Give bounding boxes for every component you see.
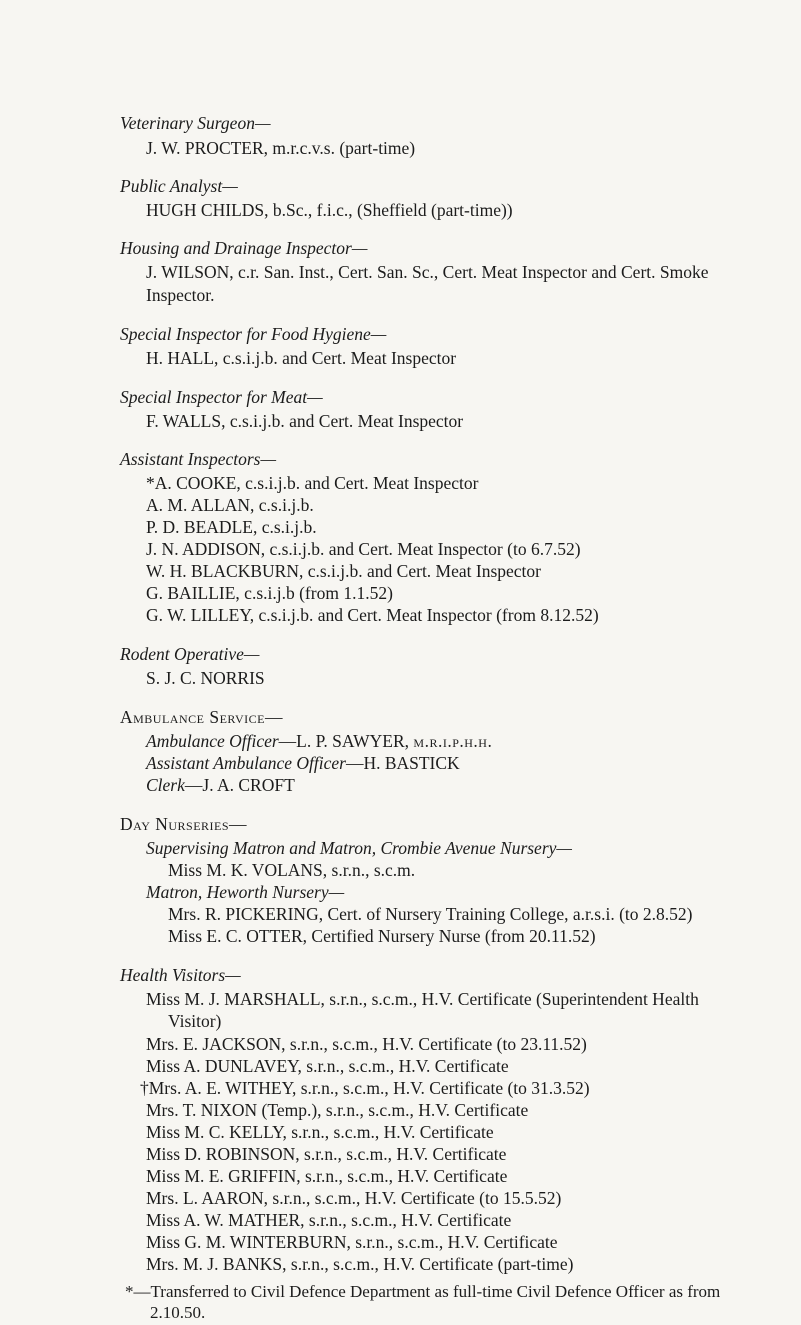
entry-ambulance-officer: Ambulance Officer—L. P. SAWYER, m.r.i.p.h.h. <box>146 731 493 751</box>
entry-procter: J. W. PROCTER, m.r.c.v.s. (part-time) <box>146 138 416 158</box>
entry-addison: J. N. ADDISON, c.s.i.j.b. and Cert. Meat Inspector (to 6.7.52) <box>146 539 581 559</box>
entry-walls: F. WALLS, c.s.i.j.b. and Cert. Meat Inspector <box>146 411 464 431</box>
entry-blackburn: W. H. BLACKBURN, c.s.i.j.b. and Cert. Meat Inspector <box>146 561 541 581</box>
entry-lilley: G. W. LILLEY, c.s.i.j.b. and Cert. Meat Inspector (from 8.12.52) <box>146 605 599 625</box>
entry-allan: A. M. ALLAN, c.s.i.j.b. <box>146 495 314 515</box>
entry-robinson: Miss D. ROBINSON, s.r.n., s.c.m., H.V. Certificate <box>146 1144 507 1164</box>
heading-rodent-operative: Rodent Operative— <box>120 644 260 664</box>
entry-kelly: Miss M. C. KELLY, s.r.n., s.c.m., H.V. Certificate <box>146 1122 494 1142</box>
heading-inspector-meat: Special Inspector for Meat— <box>120 387 323 407</box>
entry-volans: Miss M. K. VOLANS, s.r.n., s.c.m. <box>168 860 416 880</box>
entry-beadle: P. D. BEADLE, c.s.i.j.b. <box>146 517 317 537</box>
entry-marshall-cont: Visitor) <box>168 1011 222 1031</box>
entry-cooke: *A. COOKE, c.s.i.j.b. and Cert. Meat Inspector <box>146 473 479 493</box>
heading-day-nurseries: Day Nurseries— <box>120 814 248 834</box>
heading-ambulance-service: Ambulance Service— <box>120 707 283 727</box>
entry-pickering: Mrs. R. PICKERING, Cert. of Nursery Training College, a.r.s.i. (to 2.8.52) <box>168 904 693 924</box>
entry-wilson: J. WILSON, c.r. San. Inst., Cert. San. Sc., Cert. Meat Inspector and Cert. Smoke <box>146 262 709 282</box>
entry-clerk: Clerk—J. A. CROFT <box>146 775 295 795</box>
heading-food-hygiene: Special Inspector for Food Hygiene— <box>120 324 387 344</box>
entry-mather: Miss A. W. MATHER, s.r.n., s.c.m., H.V. Certificate <box>146 1210 512 1230</box>
footnote-transferred: *—Transferred to Civil Defence Department as full-time Civil Defence Officer as from <box>125 1282 721 1301</box>
entry-baillie: G. BAILLIE, c.s.i.j.b (from 1.1.52) <box>146 583 393 603</box>
entry-banks: Mrs. M. J. BANKS, s.r.n., s.c.m., H.V. Certificate (part-time) <box>146 1254 574 1274</box>
entry-winterburn: Miss G. M. WINTERBURN, s.r.n., s.c.m., H.V. Certificate <box>146 1232 558 1252</box>
entry-griffin: Miss M. E. GRIFFIN, s.r.n., s.c.m., H.V. Certificate <box>146 1166 508 1186</box>
entry-assistant-ambulance-officer: Assistant Ambulance Officer—H. BASTICK <box>146 753 460 773</box>
entry-jackson: Mrs. E. JACKSON, s.r.n., s.c.m., H.V. Certificate (to 23.11.52) <box>146 1034 587 1054</box>
entry-otter: Miss E. C. OTTER, Certified Nursery Nurse (from 20.11.52) <box>168 926 596 946</box>
heading-housing-drainage: Housing and Drainage Inspector— <box>120 238 368 258</box>
entry-childs: HUGH CHILDS, b.Sc., f.i.c., (Sheffield (part-time)) <box>146 200 513 220</box>
footnote-transferred-cont: 2.10.50. <box>150 1303 206 1322</box>
heading-health-visitors: Health Visitors— <box>120 965 241 985</box>
entry-nixon: Mrs. T. NIXON (Temp.), s.r.n., s.c.m., H.V. Certificate <box>146 1100 529 1120</box>
heading-veterinary-surgeon: Veterinary Surgeon— <box>120 113 271 133</box>
entry-marshall: Miss M. J. MARSHALL, s.r.n., s.c.m., H.V. Certificate (Superintendent Health <box>146 989 699 1009</box>
entry-norris: S. J. C. NORRIS <box>146 668 265 688</box>
heading-supervising-matron: Supervising Matron and Matron, Crombie Avenue Nursery— <box>146 838 572 858</box>
entry-withey: †Mrs. A. E. WITHEY, s.r.n., s.c.m., H.V. Certificate (to 31.3.52) <box>140 1078 590 1098</box>
entry-hall: H. HALL, c.s.i.j.b. and Cert. Meat Inspector <box>146 348 457 368</box>
heading-public-analyst: Public Analyst— <box>120 176 238 196</box>
heading-assistant-inspectors: Assistant Inspectors— <box>120 449 277 469</box>
heading-matron-heworth: Matron, Heworth Nursery— <box>146 882 345 902</box>
entry-wilson-cont: Inspector. <box>146 285 215 305</box>
entry-aaron: Mrs. L. AARON, s.r.n., s.c.m., H.V. Certificate (to 15.5.52) <box>146 1188 562 1208</box>
entry-dunlavey: Miss A. DUNLAVEY, s.r.n., s.c.m., H.V. Certificate <box>146 1056 509 1076</box>
